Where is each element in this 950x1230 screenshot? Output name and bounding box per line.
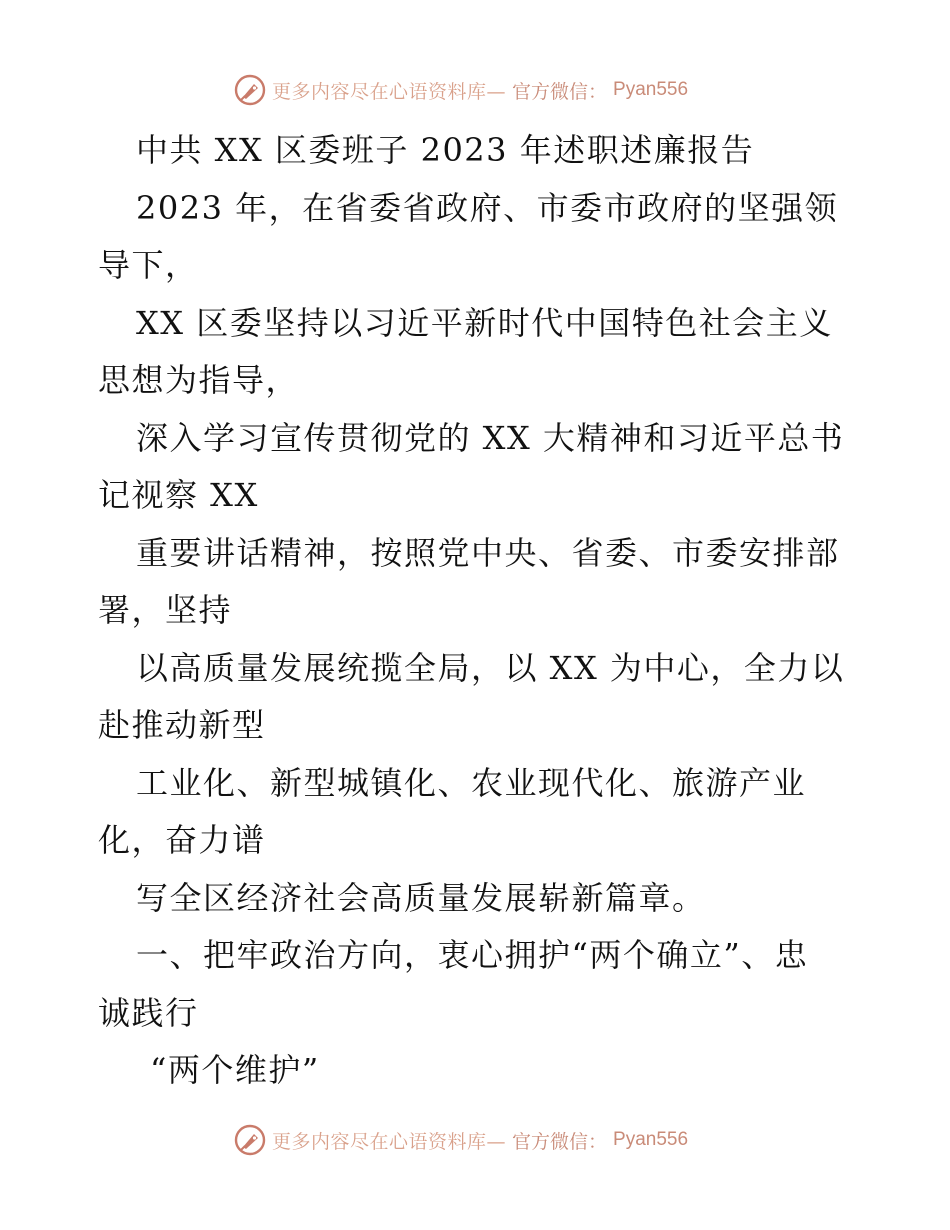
pen-nib-logo-icon bbox=[234, 74, 266, 106]
section-heading-line: 一、把牢政治方向，衷心拥护“两个确立”、忠 bbox=[136, 936, 809, 974]
paragraph-line: 深入学习宣传贯彻党的 XX 大精神和习近平总书 bbox=[136, 418, 845, 457]
section-heading-line: 诚践行 bbox=[98, 993, 199, 1032]
watermark-wechat-id: Pyan556 bbox=[613, 1129, 689, 1150]
section-heading-line: “两个维护” bbox=[150, 1051, 320, 1089]
paragraph-line: 以高质量发展统揽全局，以 XX 为中心，全力以 bbox=[136, 648, 845, 687]
paragraph-line: 赴推动新型 bbox=[98, 706, 266, 744]
paragraph-line: 写全区经济社会高质量发展崭新篇章。 bbox=[136, 878, 706, 917]
pen-nib-logo-icon bbox=[234, 1124, 266, 1156]
watermark-main-text: 更多内容尽在心语资料库— bbox=[272, 80, 507, 103]
watermark-wechat-id: Pyan556 bbox=[613, 79, 689, 100]
document-title: 中共 XX 区委班子 2023 年述职述廉报告 bbox=[136, 131, 755, 169]
paragraph-line: 导下， bbox=[98, 246, 199, 284]
paragraph-line: 化，奋力谱 bbox=[98, 821, 266, 859]
paragraph-line: 2023 年，在省委省政府、市委市政府的坚强领 bbox=[136, 188, 839, 227]
watermark-footer bbox=[234, 1122, 688, 1158]
watermark-header bbox=[234, 72, 688, 108]
watermark-wechat-label: 官方微信： bbox=[512, 1130, 608, 1153]
paragraph-line: 记视察 XX bbox=[98, 476, 259, 514]
paragraph-line: 重要讲话精神，按照党中央、省委、市委安排部 bbox=[136, 533, 840, 572]
paragraph-line: 思想为指导， bbox=[98, 361, 300, 399]
watermark-wechat-label: 官方微信： bbox=[512, 80, 608, 103]
paragraph-line: 署，坚持 bbox=[98, 591, 233, 629]
paragraph-line: 工业化、新型城镇化、农业现代化、旅游产业 bbox=[136, 763, 807, 802]
document-body bbox=[98, 122, 858, 1100]
watermark-main-text: 更多内容尽在心语资料库— bbox=[272, 1130, 507, 1153]
paragraph-line: XX 区委坚持以习近平新时代中国特色社会主义 bbox=[136, 303, 833, 342]
